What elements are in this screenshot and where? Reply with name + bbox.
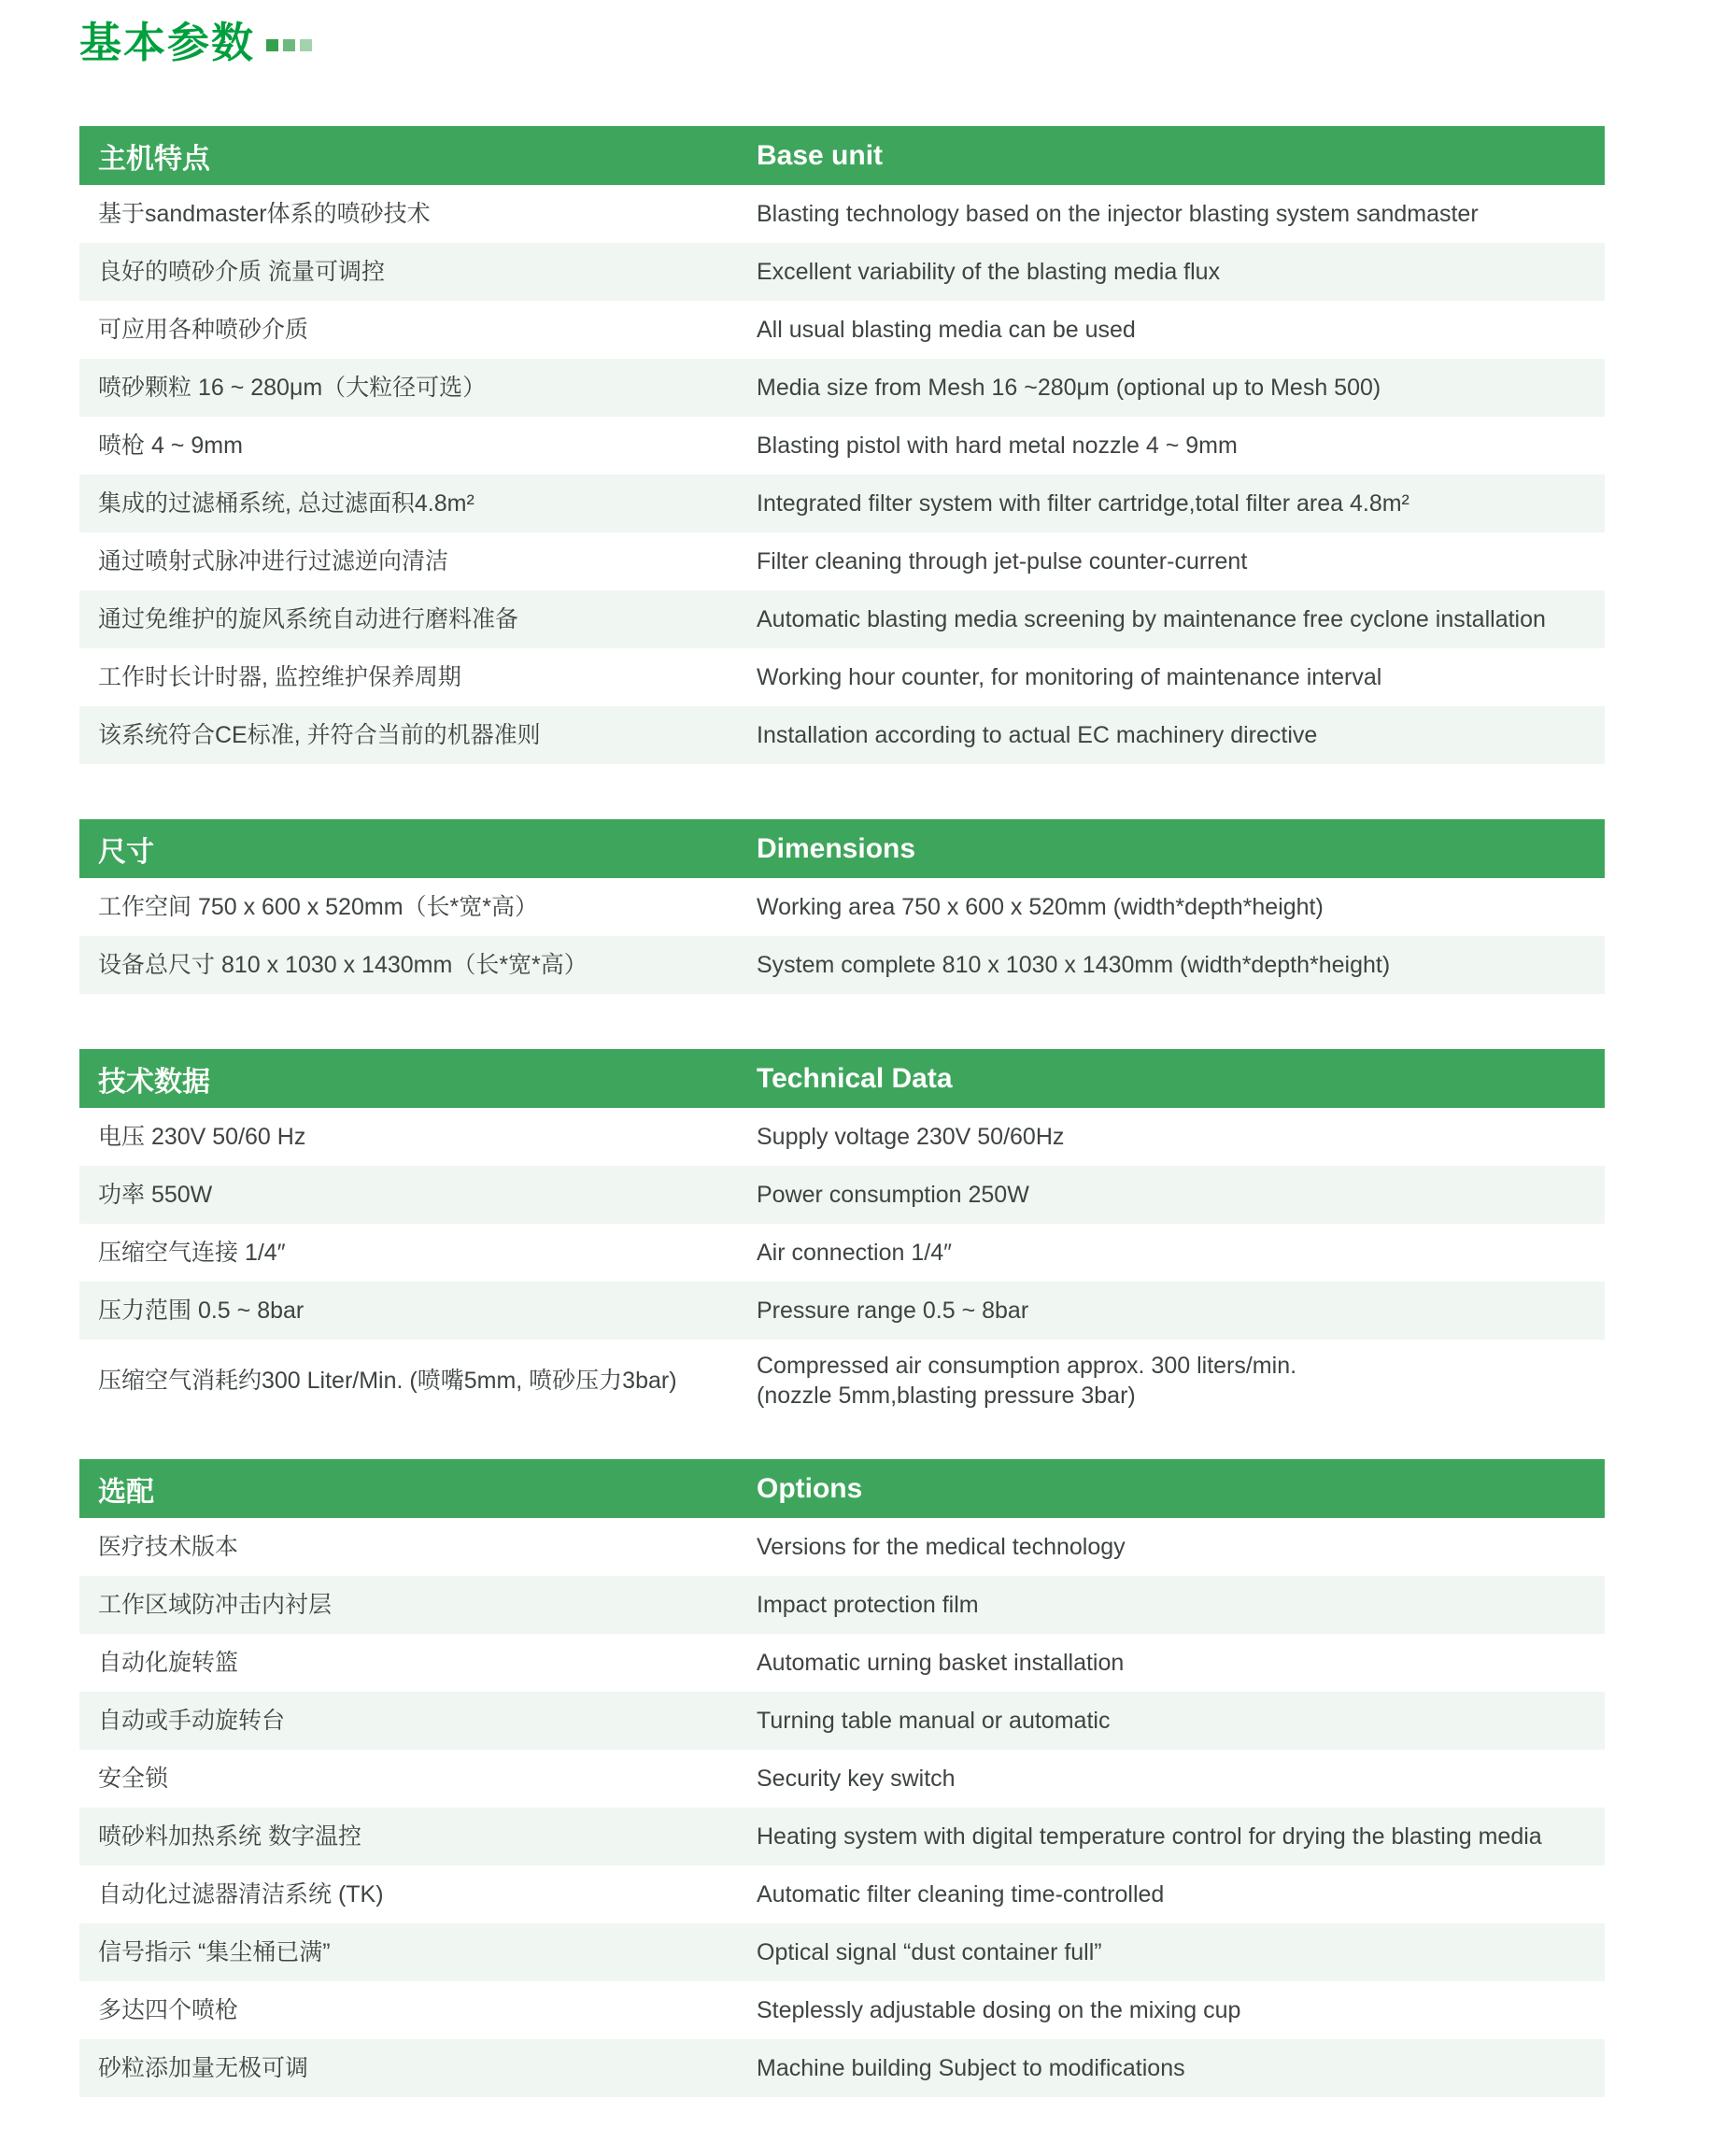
spec-cell-zh: 自动或手动旋转台 [98, 1708, 286, 1734]
spec-cell-zh: 医疗技术版本 [98, 1534, 239, 1560]
section-header-zh: 尺寸 [98, 836, 154, 868]
spec-cell-en: Automatic blasting media screening by maintenance free cyclone installation [757, 606, 1546, 632]
table-row [79, 243, 1605, 301]
spec-cell-en: Security key switch [757, 1766, 956, 1792]
spec-cell-zh: 喷砂颗粒 16 ~ 280μm（大粒径可选） [98, 375, 487, 401]
section-dimensions [79, 819, 1605, 994]
spec-cell-en: Optical signal “dust container full” [757, 1939, 1102, 1965]
table-row [79, 1166, 1605, 1224]
spec-cell-en: Automatic filter cleaning time-controlled [757, 1881, 1165, 1908]
spec-cell-en: Supply voltage 230V 50/60Hz [757, 1124, 1065, 1150]
section-header-en: Options [757, 1472, 863, 1504]
spec-cell-en: Pressure range 0.5 ~ 8bar [757, 1298, 1029, 1324]
table-row [79, 1865, 1605, 1923]
section-header [79, 1049, 1605, 1108]
section-rows [79, 1518, 1605, 2097]
spec-cell-zh: 砂粒添加量无极可调 [98, 2055, 309, 2081]
section-rows [79, 1108, 1605, 1422]
spec-cell-zh: 集成的过滤桶系统, 总过滤面积4.8m² [98, 490, 474, 517]
accent-square-icon [266, 39, 278, 51]
section-header-zh: 主机特点 [98, 143, 210, 175]
section-header-zh: 技术数据 [98, 1066, 210, 1098]
spec-cell-zh: 工作区域防冲击内衬层 [98, 1592, 333, 1618]
table-row [79, 706, 1605, 764]
spec-cell-en: Working area 750 x 600 x 520mm (width*depth*height) [757, 894, 1324, 920]
table-row [79, 590, 1605, 648]
section-header-zh: 选配 [98, 1476, 154, 1508]
table-row [79, 648, 1605, 706]
title-accent-squares [266, 39, 317, 51]
spec-cell-en: Working hour counter, for monitoring of maintenance interval [757, 664, 1382, 690]
spec-cell-zh: 喷枪 4 ~ 9mm [98, 433, 243, 459]
table-row [79, 1224, 1605, 1282]
table-row [79, 2039, 1605, 2097]
section-technical-data [79, 1049, 1605, 1422]
table-row [79, 1808, 1605, 1865]
spec-cell-zh: 压缩空气连接 1/4″ [98, 1240, 286, 1266]
spec-cell-en: Heating system with digital temperature control for drying the blasting media [757, 1823, 1542, 1850]
accent-square-icon [300, 39, 312, 51]
spec-cell-en: Automatic urning basket installation [757, 1650, 1125, 1676]
spec-cell-en: Impact protection film [757, 1592, 979, 1618]
table-row [79, 1692, 1605, 1750]
spec-cell-en: System complete 810 x 1030 x 1430mm (width*depth*height) [757, 952, 1391, 978]
table-row [79, 301, 1605, 359]
spec-cell-en: Steplessly adjustable dosing on the mixing cup [757, 1997, 1241, 2023]
spec-cell-zh: 功率 550W [98, 1182, 213, 1208]
section-header-en: Base unit [757, 139, 884, 171]
spec-cell-en: Air connection 1/4″ [757, 1240, 952, 1266]
spec-cell-en: Filter cleaning through jet-pulse counter-current [757, 548, 1248, 574]
spec-cell-en: Turning table manual or automatic [757, 1708, 1111, 1734]
section-header [79, 819, 1605, 878]
table-row [79, 1981, 1605, 2039]
spec-cell-zh: 自动化旋转篮 [98, 1650, 239, 1676]
table-row [79, 359, 1605, 417]
section-rows [79, 185, 1605, 764]
spec-cell-zh: 自动化过滤器清洁系统 (TK) [98, 1881, 384, 1908]
table-row [79, 1340, 1605, 1422]
table-row [79, 417, 1605, 475]
spec-cell-zh: 该系统符合CE标准, 并符合当前的机器准则 [98, 722, 541, 748]
table-row [79, 475, 1605, 532]
section-header-en: Dimensions [757, 832, 916, 864]
spec-cell-zh: 基于sandmaster体系的喷砂技术 [98, 201, 431, 227]
spec-cell-zh: 压缩空气消耗约300 Liter/Min. (喷嘴5mm, 喷砂压力3bar) [98, 1368, 677, 1394]
table-row [79, 1576, 1605, 1634]
spec-cell-en: Installation according to actual EC machinery directive [757, 722, 1318, 748]
table-row [79, 1108, 1605, 1166]
spec-cell-en: Versions for the medical technology [757, 1534, 1126, 1560]
table-row [79, 1634, 1605, 1692]
spec-cell-en: Machine building Subject to modifications [757, 2055, 1185, 2081]
spec-cell-zh: 可应用各种喷砂介质 [98, 317, 309, 343]
table-row [79, 185, 1605, 243]
spec-cell-zh: 通过喷射式脉冲进行过滤逆向清洁 [98, 548, 449, 574]
accent-square-icon [283, 39, 295, 51]
spec-cell-en: All usual blasting media can be used [757, 317, 1136, 343]
section-header [79, 1459, 1605, 1518]
table-row [79, 1518, 1605, 1576]
spec-cell-zh: 良好的喷砂介质 流量可调控 [98, 259, 385, 285]
spec-cell-zh: 多达四个喷枪 [98, 1997, 239, 2023]
table-row [79, 878, 1605, 936]
spec-cell-zh: 电压 230V 50/60 Hz [98, 1124, 306, 1150]
section-rows [79, 878, 1605, 994]
spec-cell-zh: 信号指示 “集尘桶已满” [98, 1939, 331, 1965]
section-header-en: Technical Data [757, 1062, 953, 1094]
spec-cell-en: Compressed air consumption approx. 300 liters/min. (nozzle 5mm,blasting pressure 3bar) [757, 1353, 1297, 1409]
section-header [79, 126, 1605, 185]
section-options [79, 1459, 1605, 2097]
spec-cell-zh: 喷砂料加热系统 数字温控 [98, 1823, 361, 1850]
table-row [79, 1923, 1605, 1981]
spec-cell-zh: 工作空间 750 x 600 x 520mm（长*宽*高） [98, 894, 538, 920]
spec-cell-en: Blasting pistol with hard metal nozzle 4 ~ 9mm [757, 433, 1238, 459]
spec-cell-zh: 通过免维护的旋风系统自动进行磨料准备 [98, 606, 519, 632]
spec-cell-zh: 压力范围 0.5 ~ 8bar [98, 1298, 305, 1324]
page-title: 基本参数 [79, 18, 256, 66]
page-content [79, 0, 1605, 2097]
spec-cell-zh: 设备总尺寸 810 x 1030 x 1430mm（长*宽*高） [98, 952, 588, 978]
table-row [79, 936, 1605, 994]
spec-cell-en: Media size from Mesh 16 ~280μm (optional up to Mesh 500) [757, 375, 1381, 401]
section-base-unit [79, 126, 1605, 764]
spec-cell-en: Excellent variability of the blasting media flux [757, 259, 1221, 285]
spec-cell-zh: 工作时长计时器, 监控维护保养周期 [98, 664, 461, 690]
table-row [79, 1750, 1605, 1808]
table-row [79, 1282, 1605, 1340]
spec-cell-zh: 安全锁 [98, 1766, 169, 1792]
spec-cell-en: Power consumption 250W [757, 1182, 1029, 1208]
spec-cell-en: Blasting technology based on the injector blasting system sandmaster [757, 201, 1479, 227]
table-row [79, 532, 1605, 590]
title-row [79, 0, 1605, 69]
spec-cell-en: Integrated filter system with filter cartridge,total filter area 4.8m² [757, 490, 1409, 517]
